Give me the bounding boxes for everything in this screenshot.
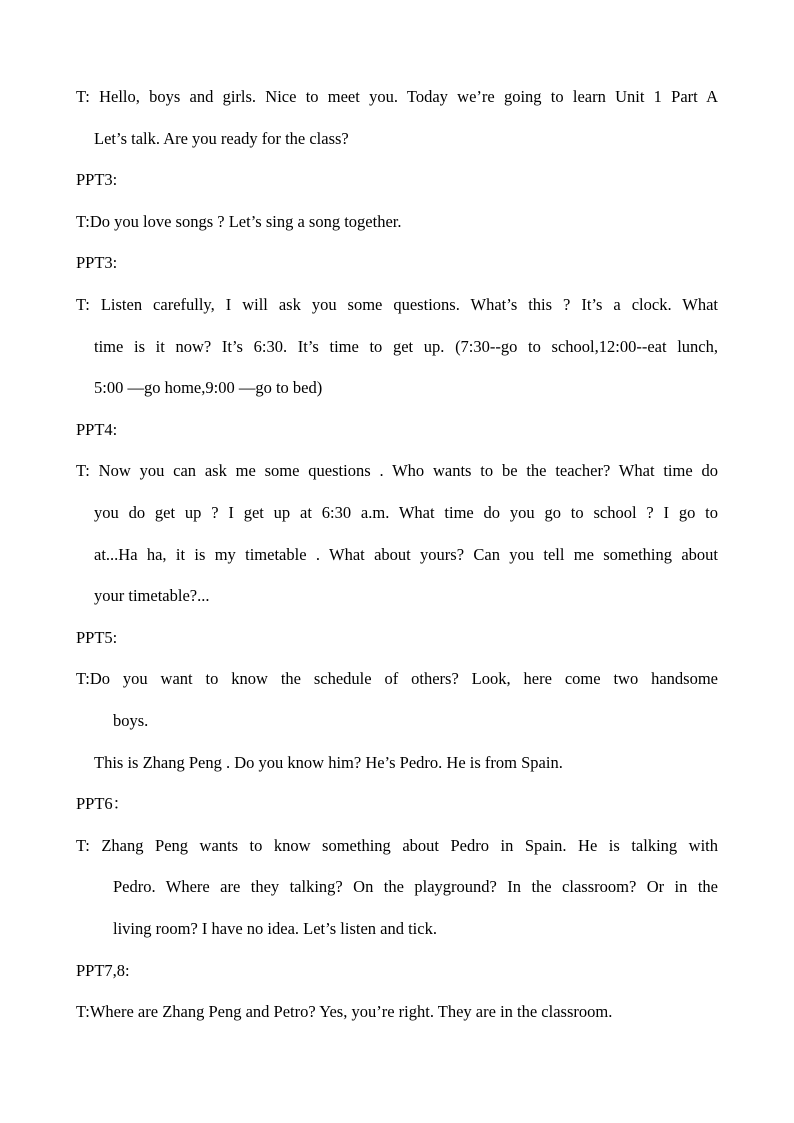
slide-heading: PPT6： (76, 794, 130, 813)
paragraph-line: T:Do you love songs ? Let’s sing a song together. (76, 212, 402, 231)
paragraph-line: 5:00 —go home,9:00 —go to bed) (94, 378, 323, 397)
paragraph-line: T:Where are Zhang Peng and Petro? Yes, you’re right. They are in the classroom. (76, 1002, 613, 1021)
slide-heading: PPT3: (76, 253, 118, 272)
paragraph-line: your timetable?... (94, 586, 210, 605)
paragraph-line: T: Hello, boys and girls. Nice to meet you. Today we’re going to learn Unit 1 Part A (76, 87, 718, 106)
paragraph-line: boys. (113, 711, 149, 730)
paragraph-line: T:Do you want to know the schedule of others? Look, here come two handsome (76, 669, 718, 688)
paragraph-line: T: Zhang Peng wants to know something about Pedro in Spain. He is talking with (76, 836, 718, 855)
paragraph-line: T: Now you can ask me some questions . Who wants to be the teacher? What time do (76, 461, 718, 480)
paragraph-line: Let’s talk. Are you ready for the class? (94, 129, 349, 148)
paragraph-line: you do get up ? I get up at 6:30 a.m. What time do you go to school ? I go to (94, 503, 718, 522)
paragraph-line: at...Ha ha, it is my timetable . What about yours? Can you tell me something about (94, 545, 718, 564)
paragraph-line: Pedro. Where are they talking? On the playground? In the classroom? Or in the (113, 877, 718, 896)
paragraph-line: T: Listen carefully, I will ask you some questions. What’s this ? It’s a clock. What (76, 295, 718, 314)
slide-heading: PPT4: (76, 420, 118, 439)
slide-heading: PPT5: (76, 628, 118, 647)
paragraph-line: time is it now? It’s 6:30. It’s time to get up. (7:30--go to school,12:00--eat lunch, (94, 337, 718, 356)
slide-heading: PPT7,8: (76, 961, 130, 980)
slide-heading: PPT3: (76, 170, 118, 189)
paragraph-line: living room? I have no idea. Let’s listen and tick. (113, 919, 437, 938)
paragraph-line: This is Zhang Peng . Do you know him? He’s Pedro. He is from Spain. (94, 753, 563, 772)
